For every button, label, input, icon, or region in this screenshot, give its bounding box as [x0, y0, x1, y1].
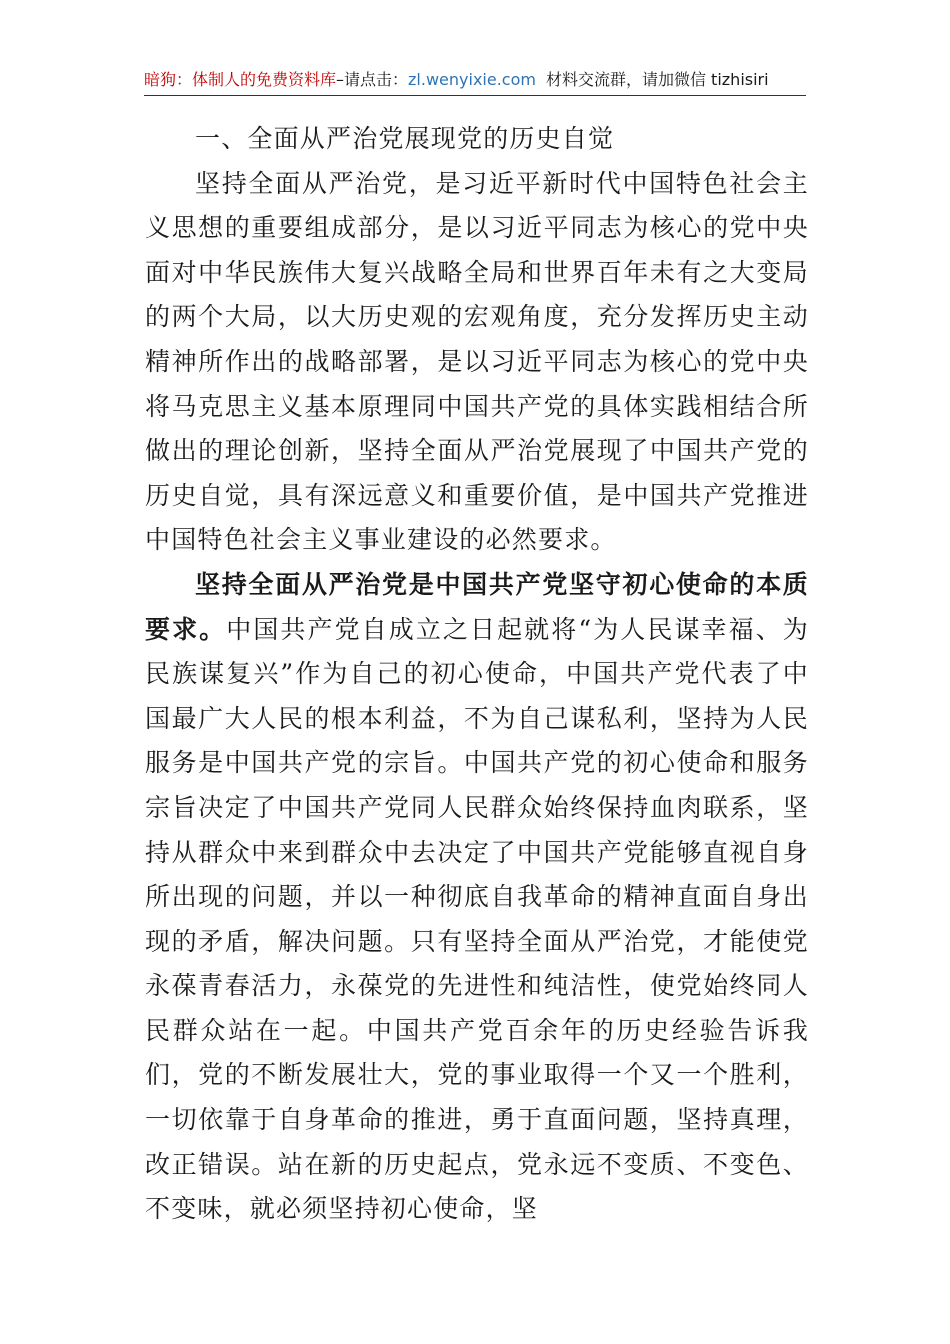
- header-divider: [144, 95, 806, 96]
- paragraph-1: 坚持全面从严治党，是习近平新时代中国特色社会主义思想的重要组成部分，是以习近平同志为核心的党中央面对中华民族伟大复兴战略全局和世界百年未有之大变局的两个大局，以大历史观的宏观角度，充分发挥历史主动精神所作出的战略部署，是以习近平同志为核心的党中央将马克思主义基本原理同中国共产党的具体实践相结合所做出的理论创新，坚持全面从严治党展现了中国共产党的历史自觉，具有深远意义和重要价值，是中国共产党推进中国特色社会主义事业建设的必然要求。: [145, 168, 809, 555]
- section-heading: 一、全面从严治党展现党的历史自觉: [195, 124, 615, 153]
- header-group-note: 材料交流群，请加微信 tizhisiri: [545, 70, 769, 89]
- header-brand: 暗狗：体制人的免费资料库: [144, 70, 337, 89]
- paragraph-2-lead: 坚持全面从严治党是中国共产党坚守初心使命的本质要求。: [145, 569, 809, 644]
- header-prompt: –请点击：: [336, 70, 409, 89]
- paragraph-2: [145, 563, 809, 1232]
- document-body: [145, 117, 809, 1232]
- page-header: [144, 66, 806, 94]
- paragraph-2-body: 中国共产党自成立之日起就将“为人民谋幸福、为民族谋复兴”作为自己的初心使命，中国共产党代表了中国最广大人民的根本利益，不为自己谋私利，坚持为人民服务是中国共产党的宗旨。中国共产党的初心使命和服务宗旨决定了中国共产党同人民群众始终保持血肉联系，坚持从群众中来到群众中去决定了中国共产党能够直视自身所出现的问题，并以一种彻底自我革命的精神直面自身出现的矛盾，解决问题。只有坚持全面从严治党，才能使党永葆青春活力，永葆党的先进性和纯洁性，使党始终同人民群众站在一起。中国共产党百余年的历史经验告诉我们，党的不断发展壮大，党的事业取得一个又一个胜利，一切依靠于自身革命的推进，勇于直面问题，坚持真理，改正错误。站在新的历史起点，党永远不变质、不变色、不变味，就必须坚持初心使命，坚: [145, 614, 810, 1224]
- header-url-link[interactable]: zl.wenyixie.com: [408, 70, 536, 89]
